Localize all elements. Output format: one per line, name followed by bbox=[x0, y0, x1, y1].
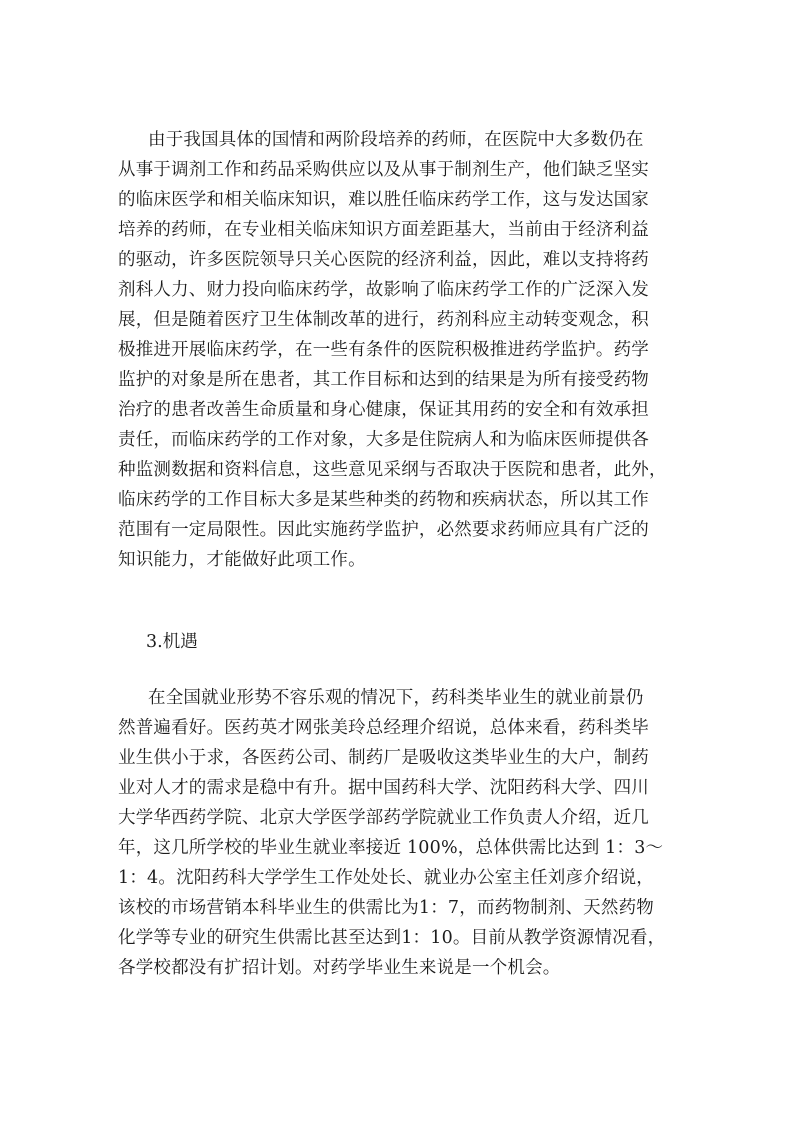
paragraph-line: 从事于调剂工作和药品采购供应以及从事于制剂生产，他们缺乏坚实 bbox=[118, 160, 649, 180]
paragraph-line: 1：4。沈阳药科大学学生工作处处长、就业办公室主任刘彦介绍说， bbox=[118, 868, 654, 888]
paragraph-line: 的临床医学和相关临床知识，难以胜任临床药学工作，这与发达国家 bbox=[118, 190, 649, 210]
paragraph-line: 监护的对象是所在患者，其工作目标和达到的结果是为所有接受药物 bbox=[118, 370, 649, 390]
paragraph-line: 该校的市场营销本科毕业生的供需比为1：7，而药物制剂、天然药物 bbox=[118, 898, 654, 918]
paragraph-line: 临床药学的工作目标大多是某些种类的药物和疾病状态，所以其工作 bbox=[118, 490, 649, 510]
paragraph-line: 大学华西药学院、北京大学医学部药学院就业工作负责人介绍，近几 bbox=[118, 808, 649, 828]
paragraph-line: 剂科人力、财力投向临床药学，故影响了临床药学工作的广泛深入发 bbox=[118, 280, 649, 300]
paragraph-line: 范围有一定局限性。因此实施药学监护，必然要求药师应具有广泛的 bbox=[118, 520, 649, 540]
paragraph-line: 由于我国具体的国情和两阶段培养的药师，在医院中大多数仍在 bbox=[148, 130, 644, 150]
paragraph-line: 业生供小于求，各医药公司、制药厂是吸收这类毕业生的大户，制药 bbox=[118, 748, 649, 768]
paragraph-line: 业对人才的需求是稳中有升。据中国药科大学、沈阳药科大学、四川 bbox=[118, 778, 649, 798]
paragraph-line: 种监测数据和资料信息，这些意见采纲与否取决于医院和患者，此外， bbox=[118, 460, 667, 480]
section-heading: 3.机遇 bbox=[146, 632, 198, 652]
paragraph-line: 年，这几所学校的毕业生就业率接近 100%，总体供需比达到 1：3～ bbox=[118, 838, 664, 858]
paragraph-line: 然普遍看好。医药英才网张美玲总经理介绍说，总体来看，药科类毕 bbox=[118, 718, 649, 738]
paragraph-line: 责任，而临床药学的工作对象，大多是住院病人和为临床医师提供各 bbox=[118, 430, 649, 450]
paragraph-line: 各学校都没有扩招计划。对药学毕业生来说是一个机会。 bbox=[118, 958, 561, 978]
paragraph-line: 在全国就业形势不容乐观的情况下，药科类毕业生的就业前景仍 bbox=[148, 688, 644, 708]
paragraph-line: 知识能力，才能做好此项工作。 bbox=[118, 550, 366, 570]
paragraph-line: 化学等专业的研究生供需比甚至达到1：10。目前从教学资源情况看， bbox=[118, 928, 666, 948]
paragraph-line: 极推进开展临床药学，在一些有条件的医院积极推进药学监护。药学 bbox=[118, 340, 649, 360]
paragraph-line: 培养的药师，在专业相关临床知识方面差距基大，当前由于经济利益 bbox=[118, 220, 649, 240]
paragraph-line: 展，但是随着医疗卫生体制改革的进行，药剂科应主动转变观念，积 bbox=[118, 310, 649, 330]
paragraph-line: 的驱动，许多医院领导只关心医院的经济利益，因此，难以支持将药 bbox=[118, 250, 649, 270]
paragraph-line: 治疗的患者改善生命质量和身心健康，保证其用药的安全和有效承担 bbox=[118, 400, 649, 420]
